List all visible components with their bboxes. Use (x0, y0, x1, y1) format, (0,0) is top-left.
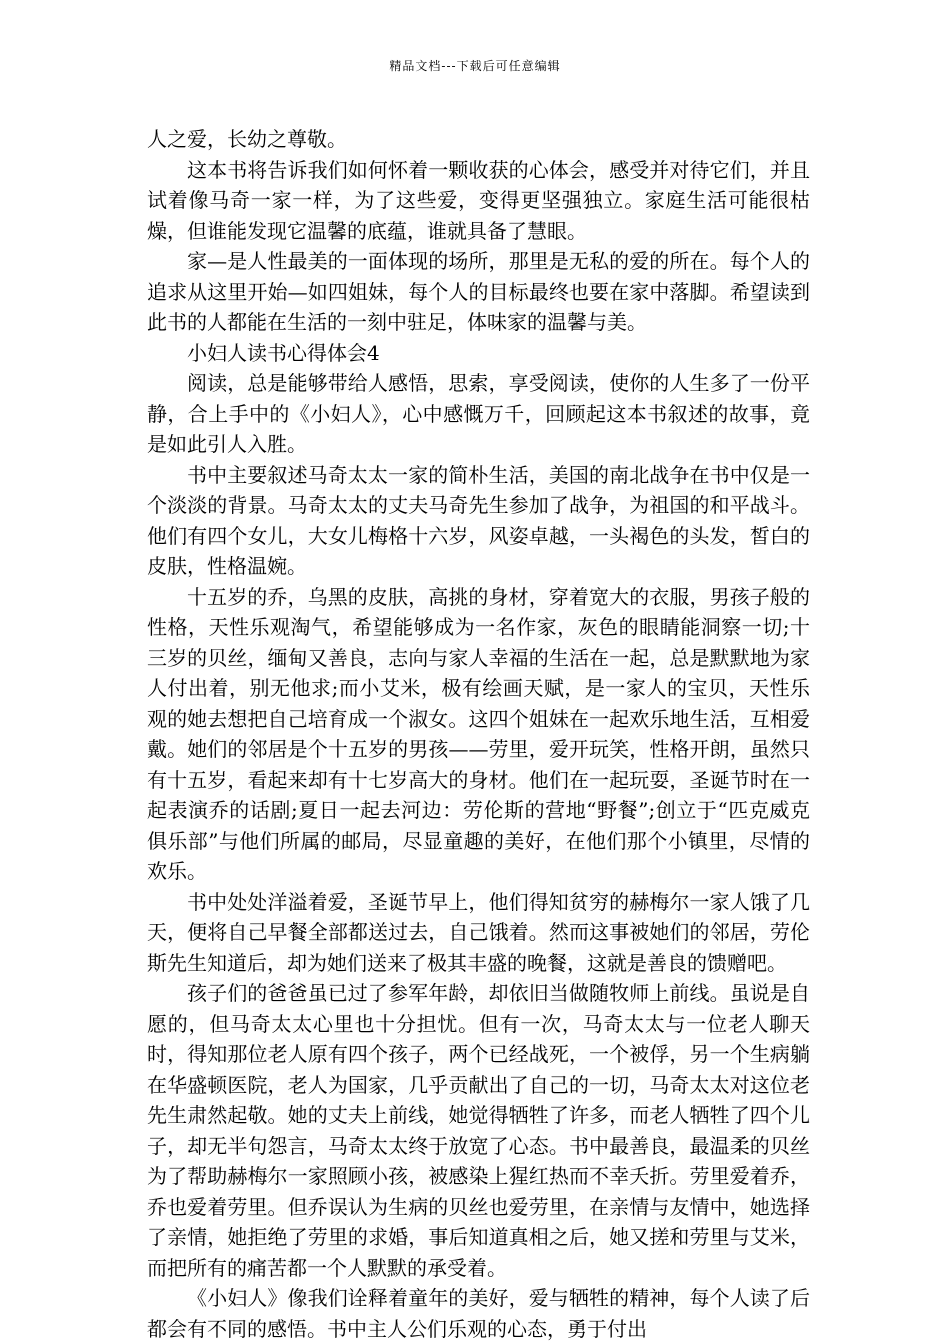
section-heading: 小妇人读书心得体会4 (187, 340, 380, 365)
page-header: 精品文档---下载后可任意编辑 (389, 59, 561, 73)
paragraph: 家—是人性最美的一面体现的场所，那里是无私的爱的所在。每个人的追求从这里开始—如四姐妹，每个人的目标最终也要在家中落脚。希望读到此书的人都能在生活的一刻中驻足，体味家的温馨与美。 (147, 249, 810, 334)
paragraph: 《小妇人》像我们诠释着童年的美好，爱与牺牲的精神，每个人读了后都会有不同的感悟。书中主人公们乐观的心态，勇于付出 (147, 1286, 810, 1341)
paragraph: 孩子们的爸爸虽已过了参军年龄，却依旧当做随牧师上前线。虽说是自愿的，但马奇太太心里也十分担忧。但有一次，马奇太太与一位老人聊天时，得知那位老人原有四个孩子，两个已经战死，一个被俘，另一个生病躺在华盛顿医院，老人为国家，几乎贡献出了自己的一切，马奇太太对这位老先生肃然起敬。她的丈夫上前线，她觉得牺牲了许多，而老人牺牲了四个儿子，却无半句怨言，马奇太太终于放宽了心态。书中最善良，最温柔的贝丝为了帮助赫梅尔一家照顾小孩，被感染上猩红热而不幸夭折。劳里爱着乔，乔也爱着劳里。但乔误认为生病的贝丝也爱劳里，在亲情与友情中，她选择了亲情，她拒绝了劳里的求婚，事后知道真相之后，她又搓和劳里与艾米，而把所有的痛苦都一个人默默的承受着。 (147, 981, 810, 1280)
paragraph: 人之爱，长幼之尊敬。 (147, 127, 347, 151)
paragraph: 这本书将告诉我们如何怀着一颗收获的心体会，感受并对待它们，并且试着像马奇一家一样，为了这些爱，变得更坚强独立。家庭生活可能很枯燥，但谁能发现它温馨的底蕴，谁就具备了慧眼。 (147, 157, 810, 243)
paragraph: 十五岁的乔，乌黑的皮肤，高挑的身材，穿着宽大的衣服，男孩子般的性格，天性乐观淘气，希望能够成为一名作家，灰色的眼睛能洞察一切;十三岁的贝丝，缅甸又善良，志向与家人幸福的生活在一起，总是默默地为家人付出着，别无他求;而小艾米，极有绘画天赋，是一家人的宝贝，天性乐观的她去想把自己培育成一个淑女。这四个姐妹在一起欢乐地生活，互相爱戴。她们的邻居是个十五岁的男孩——劳里，爱开玩笑，性格开朗，虽然只有十五岁，看起来却有十七岁高大的身材。他们在一起玩耍，圣诞节时在一起表演乔的话剧;夏日一起去河边：劳伦斯的营地“野餐”;创立于“匹克威克俱乐部”与他们所属的邮局，尽显童趣的美好，在他们那个小镇里，尽情的欢乐。 (147, 584, 810, 883)
document-body (147, 124, 810, 1344)
paragraph: 书中处处洋溢着爱，圣诞节早上，他们得知贫穷的赫梅尔一家人饿了几天，便将自己早餐全部都送过去，自己饿着。然而这事被她们的邻居，劳伦斯先生知道后，却为她们送来了极其丰盛的晚餐，这就是善良的馈赠吧。 (147, 889, 810, 975)
paragraph: 阅读，总是能够带给人感悟，思索，享受阅读，使你的人生多了一份平静，合上手中的《小妇人》，心中感慨万千，回顾起这本书叙述的故事，竟是如此引人入胜。 (147, 371, 810, 456)
paragraph: 书中主要叙述马奇太太一家的简朴生活，美国的南北战争在书中仅是一个淡淡的背景。马奇太太的丈夫马奇先生参加了战争，为祖国的和平战斗。他们有四个女儿，大女儿梅格十六岁，风姿卓越，一头褐色的头发，皙白的皮肤，性格温婉。 (147, 462, 810, 578)
